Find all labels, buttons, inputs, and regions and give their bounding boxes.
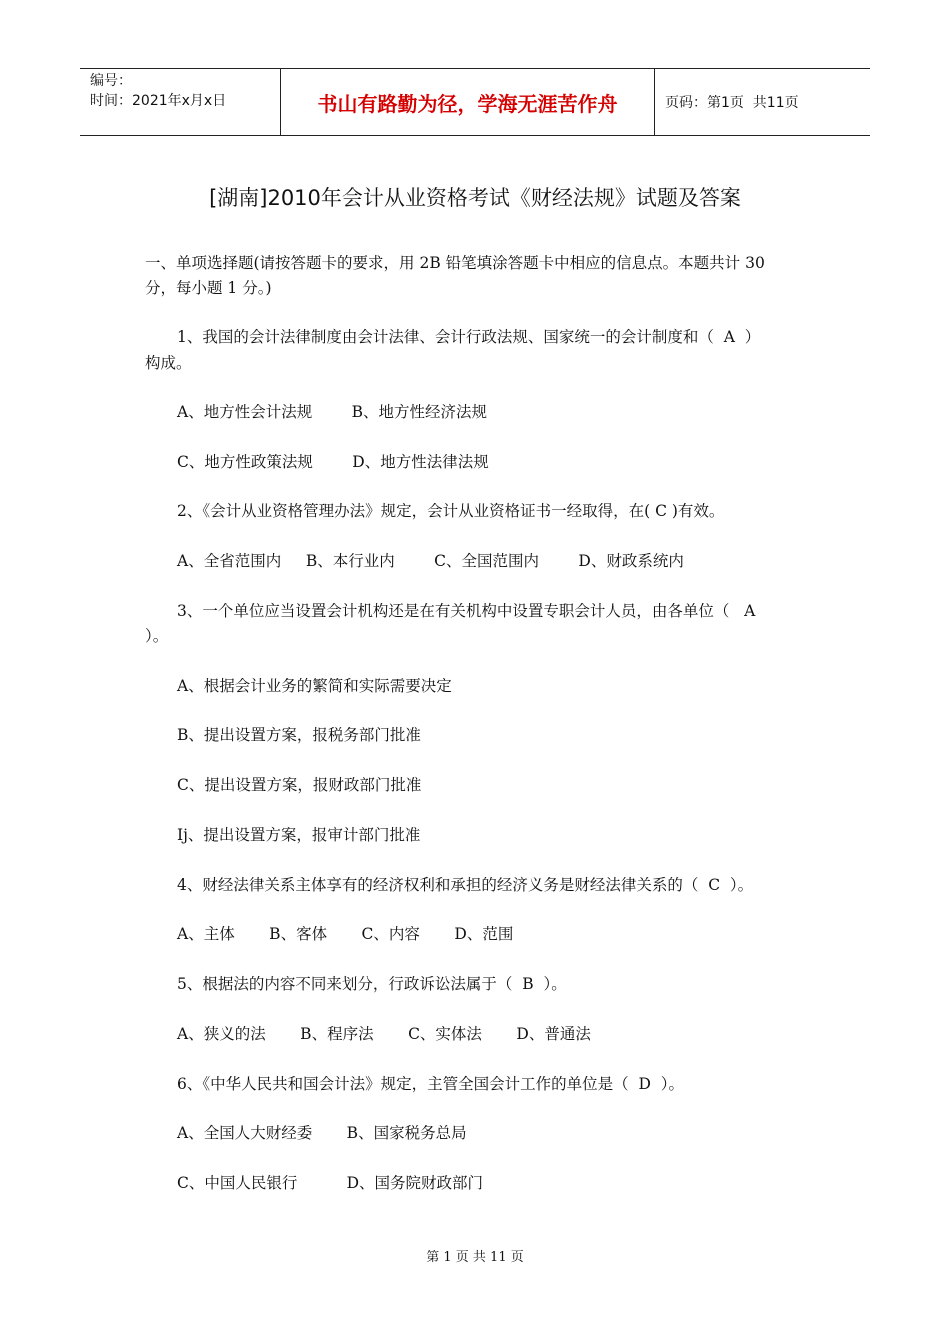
header-motto: 书山有路勤为径，学海无涯苦作舟 xyxy=(281,69,655,135)
question-1-cont: 构成。 xyxy=(145,354,192,372)
question-3-option-b: B、提出设置方案，报税务部门批准 xyxy=(177,726,421,744)
question-3-cont: ）。 xyxy=(145,627,169,645)
question-6-options-ab: A、全国人大财经委 B、国家税务总局 xyxy=(177,1124,467,1142)
header-meta xyxy=(80,69,281,135)
section-heading-cont: 分，每小题 1 分。) xyxy=(145,279,272,297)
document-date: 时间：2021年x月x日 xyxy=(90,93,227,109)
page-footer: 第 1 页 共 11 页 xyxy=(426,1250,524,1265)
question-5-options: A、狭义的法 B、程序法 C、实体法 D、普通法 xyxy=(177,1025,591,1043)
header-page-info xyxy=(655,69,870,135)
question-1-options-ab: A、地方性会计法规 B、地方性经济法规 xyxy=(177,403,488,421)
document-number-label: 编号： xyxy=(90,73,132,89)
page-info-text: 页码：第1页 共11页 xyxy=(665,95,799,111)
question-3-option-a: A、根据会计业务的繁简和实际需要决定 xyxy=(177,677,452,695)
question-5: 5、根据法的内容不同来划分，行政诉讼法属于（ B ）。 xyxy=(177,975,567,993)
document-title: [湖南]2010年会计从业资格考试《财经法规》试题及答案 xyxy=(209,186,741,210)
section-heading: 一、单项选择题(请按答题卡的要求，用 2B 铅笔填涂答题卡中相应的信息点。本题共计 30 xyxy=(145,254,765,272)
question-1: 1、我国的会计法律制度由会计法律、会计行政法规、国家统一的会计制度和（ A ） xyxy=(177,328,761,346)
question-1-options-cd: C、地方性政策法规 D、地方性法律法规 xyxy=(177,453,489,471)
question-6-options-cd: C、中国人民银行 D、国务院财政部门 xyxy=(177,1174,484,1192)
question-3: 3、一个单位应当设置会计机构还是在有关机构中设置专职会计人员，由各单位（ A xyxy=(177,602,756,620)
question-4: 4、财经法律关系主体享有的经济权利和承担的经济义务是财经法律关系的（ C ）。 xyxy=(177,876,754,894)
question-2: 2、《会计从业资格管理办法》规定，会计从业资格证书一经取得，在( C )有效。 xyxy=(177,502,725,520)
question-6: 6、《中华人民共和国会计法》规定，主管全国会计工作的单位是（ D ）。 xyxy=(177,1075,684,1093)
question-3-option-d: Ij、提出设置方案，报审计部门批准 xyxy=(177,826,421,844)
question-3-option-c: C、提出设置方案，报财政部门批准 xyxy=(177,776,422,794)
question-2-options: A、全省范围内 B、本行业内 C、全国范围内 D、财政系统内 xyxy=(177,552,684,570)
question-4-options: A、主体 B、客体 C、内容 D、范围 xyxy=(177,925,514,943)
page-header xyxy=(80,68,870,136)
